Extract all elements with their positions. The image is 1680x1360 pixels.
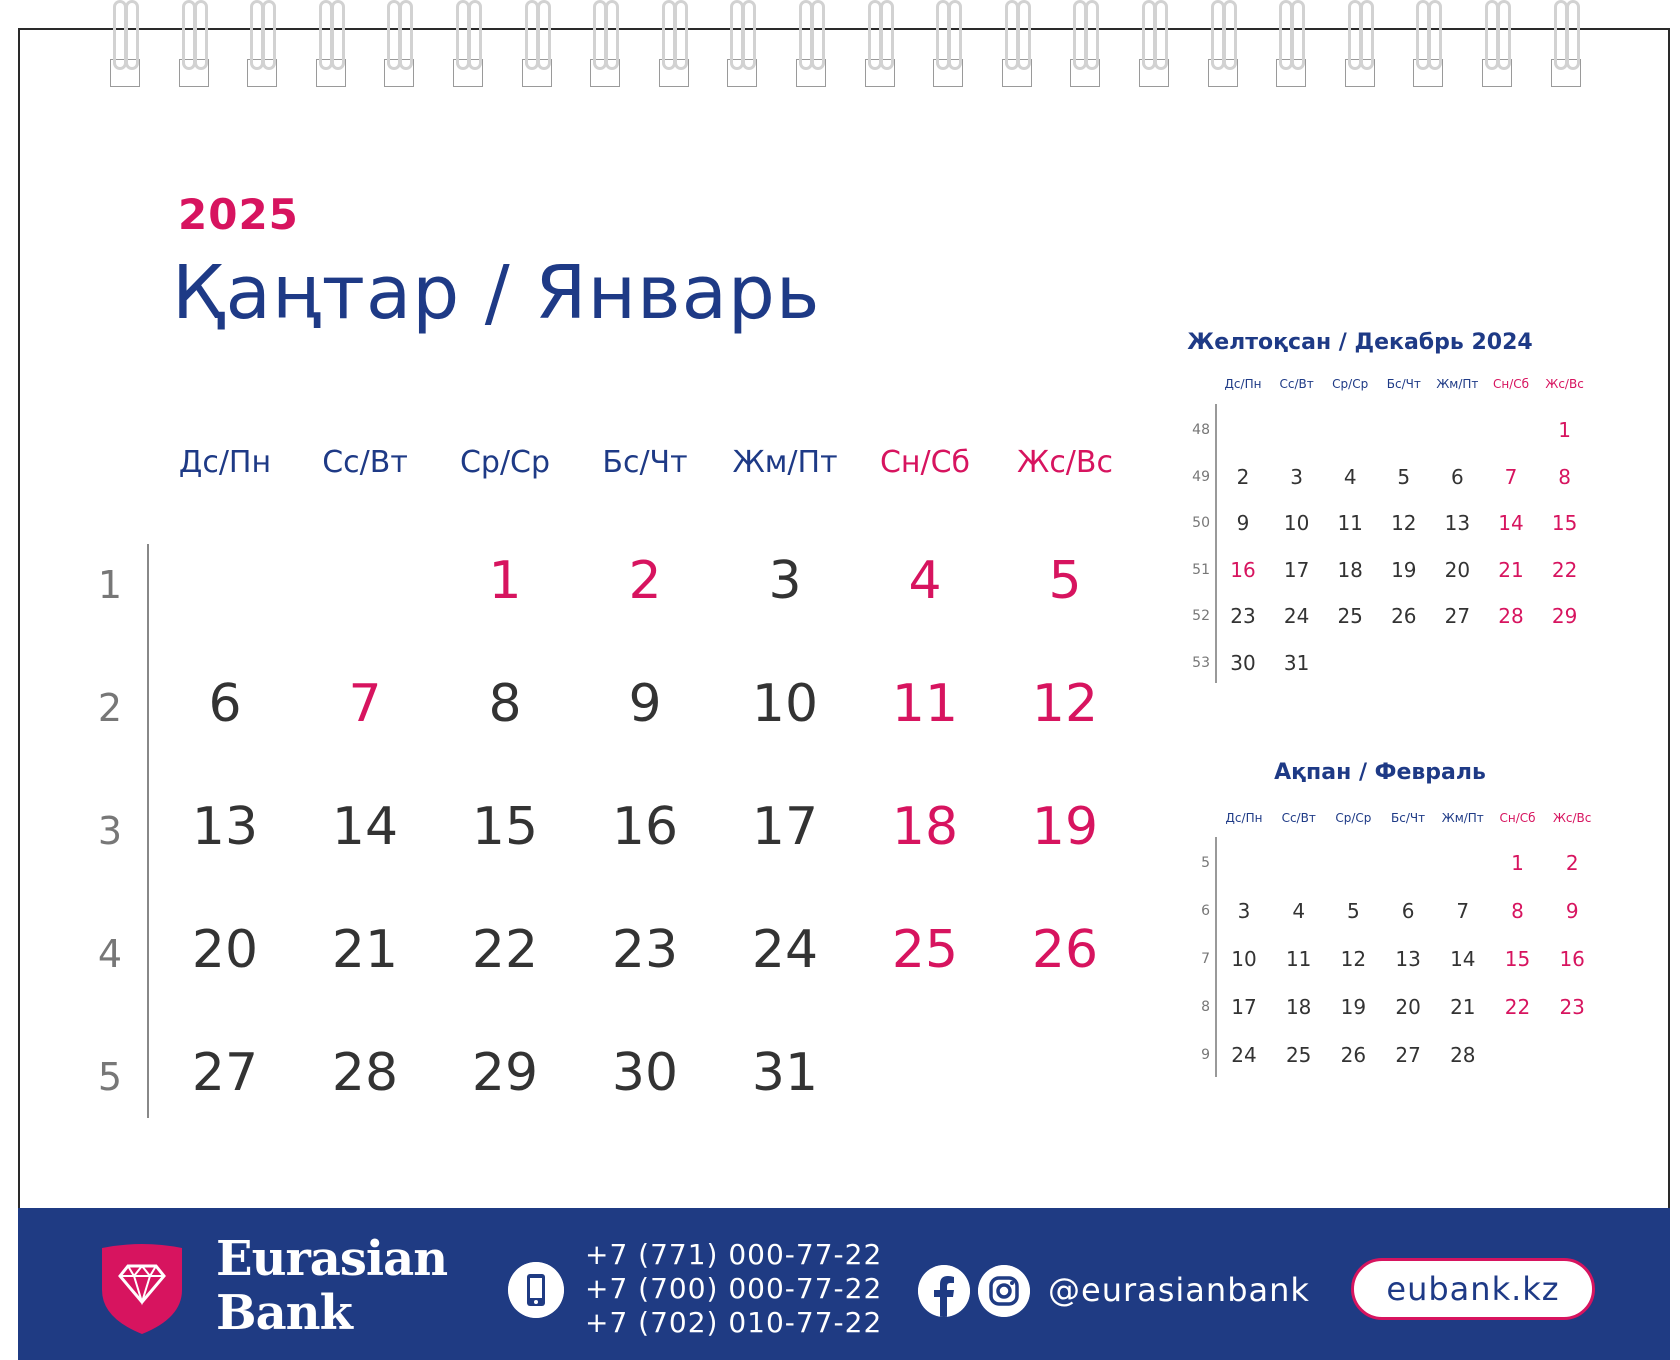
phone-numbers bbox=[585, 1238, 882, 1340]
mini-day-cell: 3 bbox=[1290, 464, 1303, 489]
day-cell: 27 bbox=[191, 1043, 259, 1103]
week-number: 4 bbox=[97, 932, 123, 976]
mini-weekday-header: Ср/Ср bbox=[1332, 377, 1369, 391]
day-cell: 4 bbox=[908, 551, 942, 611]
binding-ring bbox=[725, 0, 761, 92]
mini-day-cell: 31 bbox=[1283, 650, 1310, 675]
week-number: 5 bbox=[97, 1055, 123, 1099]
binding-wire bbox=[1566, 0, 1580, 70]
binding-wire bbox=[674, 0, 688, 70]
facebook-icon[interactable] bbox=[918, 1265, 970, 1317]
mini-week-number: 49 bbox=[1192, 468, 1210, 485]
day-cell: 10 bbox=[751, 674, 819, 734]
mini-week-number: 5 bbox=[1201, 855, 1210, 871]
mini-week-divider bbox=[1215, 404, 1217, 683]
binding-wire bbox=[1154, 0, 1168, 70]
mini-day-cell: 5 bbox=[1397, 464, 1411, 489]
binding-ring bbox=[1206, 0, 1242, 92]
mini-day-cell: 22 bbox=[1551, 557, 1578, 582]
phone-icon bbox=[508, 1262, 564, 1318]
day-cell: 18 bbox=[891, 797, 959, 857]
mini-day-cell: 26 bbox=[1340, 1043, 1367, 1067]
binding-wire bbox=[194, 0, 208, 70]
day-cell: 25 bbox=[891, 920, 959, 980]
social-handle[interactable]: @eurasianbank bbox=[1048, 1271, 1310, 1309]
mini-title-february: Ақпан / Февраль bbox=[1274, 760, 1486, 785]
binding-wire bbox=[605, 0, 619, 70]
mini-day-cell: 16 bbox=[1230, 557, 1256, 582]
binding-wire bbox=[331, 0, 345, 70]
mini-day-cell: 18 bbox=[1285, 995, 1312, 1019]
day-cell: 1 bbox=[488, 551, 522, 611]
mini-day-cell: 15 bbox=[1551, 511, 1578, 535]
mini-week-number: 51 bbox=[1192, 561, 1210, 578]
binding-wire bbox=[742, 0, 756, 70]
mini-day-cell: 25 bbox=[1285, 1043, 1312, 1067]
weekday-header: Жм/Пт bbox=[732, 445, 838, 480]
weekday-header: Дс/Пн bbox=[178, 445, 272, 480]
binding-ring bbox=[177, 0, 213, 92]
week-divider-line bbox=[147, 544, 149, 1118]
brand-name bbox=[216, 1232, 447, 1340]
mini-day-cell: 19 bbox=[1391, 557, 1417, 582]
mini-week-number: 52 bbox=[1192, 608, 1210, 624]
mini-weekday-header: Сс/Вт bbox=[1281, 811, 1316, 825]
mini-day-cell: 17 bbox=[1231, 995, 1257, 1019]
binding-ring bbox=[1137, 0, 1173, 92]
binding-wire bbox=[1428, 0, 1442, 70]
mini-weekday-header: Жс/Вс bbox=[1545, 377, 1584, 391]
mini-day-cell: 4 bbox=[1343, 464, 1357, 489]
mini-day-cell: 23 bbox=[1230, 604, 1256, 628]
month-title: Қаңтар / Январь bbox=[172, 250, 821, 336]
day-cell: 17 bbox=[751, 797, 819, 857]
binding-wire bbox=[1223, 0, 1237, 70]
diamond-shield-icon bbox=[94, 1240, 190, 1336]
binding-ring bbox=[382, 0, 418, 92]
weekday-header: Жс/Вс bbox=[1017, 445, 1113, 480]
binding-wire bbox=[262, 0, 276, 70]
mini-day-cell: 6 bbox=[1451, 464, 1464, 489]
brand-line-1: Eurasian bbox=[216, 1231, 448, 1287]
mini-day-cell: 11 bbox=[1285, 947, 1312, 971]
mini-day-cell: 24 bbox=[1231, 1043, 1257, 1067]
mini-day-cell: 21 bbox=[1450, 995, 1476, 1019]
mini-day-cell: 28 bbox=[1450, 1043, 1476, 1067]
instagram-icon[interactable] bbox=[978, 1265, 1030, 1317]
mini-day-cell: 10 bbox=[1231, 947, 1257, 971]
mini-day-cell: 1 bbox=[1558, 418, 1571, 442]
mini-weekday-header: Дс/Пн bbox=[1224, 377, 1262, 391]
day-cell: 8 bbox=[488, 674, 522, 734]
weekday-header: Бс/Чт bbox=[602, 445, 688, 480]
day-cell: 26 bbox=[1031, 920, 1099, 980]
day-cell: 19 bbox=[1031, 797, 1099, 857]
mini-day-cell: 27 bbox=[1444, 604, 1471, 628]
mini-weekday-header: Сс/Вт bbox=[1279, 377, 1314, 391]
day-cell: 7 bbox=[348, 674, 382, 734]
binding-wire bbox=[811, 0, 825, 70]
weekday-header: Ср/Ср bbox=[459, 445, 551, 480]
mini-day-cell: 4 bbox=[1292, 899, 1306, 923]
mini-day-cell: 12 bbox=[1340, 947, 1367, 971]
mini-day-cell: 3 bbox=[1237, 899, 1251, 923]
binding-ring bbox=[1411, 0, 1447, 92]
mini-day-cell: 13 bbox=[1395, 947, 1421, 971]
binding-wire bbox=[1497, 0, 1511, 70]
day-cell: 9 bbox=[628, 674, 662, 734]
website-button[interactable]: eubank.kz bbox=[1351, 1258, 1595, 1320]
brand-line-2: Bank bbox=[216, 1285, 352, 1341]
day-cell: 11 bbox=[891, 674, 959, 734]
mini-day-cell: 7 bbox=[1504, 464, 1518, 489]
mini-weekday-header: Ср/Ср bbox=[1335, 811, 1372, 825]
binding-ring bbox=[108, 0, 144, 92]
week-number: 3 bbox=[97, 809, 123, 853]
mini-day-cell: 20 bbox=[1444, 557, 1471, 582]
binding-wire bbox=[948, 0, 962, 70]
mini-weekday-header: Жм/Пт bbox=[1441, 811, 1484, 825]
mini-weekday-header: Бс/Чт bbox=[1391, 811, 1426, 825]
binding-ring bbox=[1068, 0, 1104, 92]
mini-day-cell: 2 bbox=[1565, 851, 1579, 875]
mini-week-number: 8 bbox=[1201, 999, 1210, 1015]
weekday-header: Сс/Вт bbox=[322, 445, 408, 480]
year-label: 2025 bbox=[178, 190, 299, 239]
mini-week-number: 6 bbox=[1201, 903, 1210, 919]
mini-day-cell: 9 bbox=[1236, 511, 1250, 535]
day-cell: 22 bbox=[471, 920, 539, 980]
mini-day-cell: 1 bbox=[1511, 851, 1524, 875]
binding-wire bbox=[1291, 0, 1305, 70]
mini-day-cell: 18 bbox=[1337, 557, 1363, 582]
week-number: 2 bbox=[97, 686, 123, 730]
binding-wire bbox=[880, 0, 894, 70]
binding-ring bbox=[520, 0, 556, 92]
day-cell: 13 bbox=[191, 797, 259, 857]
mini-day-cell: 8 bbox=[1511, 899, 1524, 923]
binding-ring bbox=[451, 0, 487, 92]
binding-ring bbox=[863, 0, 899, 92]
binding-wire bbox=[1360, 0, 1374, 70]
day-cell: 23 bbox=[611, 920, 679, 980]
mini-day-cell: 21 bbox=[1498, 557, 1524, 582]
mini-day-cell: 24 bbox=[1283, 604, 1310, 628]
mini-day-cell: 12 bbox=[1391, 511, 1417, 535]
mini-day-cell: 11 bbox=[1337, 511, 1363, 535]
mini-weekday-header: Сн/Сб bbox=[1492, 377, 1530, 391]
binding-wire bbox=[399, 0, 413, 70]
mini-week-number: 53 bbox=[1192, 654, 1210, 671]
mini-weekday-header: Жм/Пт bbox=[1436, 377, 1479, 391]
binding-wire bbox=[125, 0, 139, 70]
mini-week-number: 9 bbox=[1201, 1047, 1210, 1063]
mini-day-cell: 2 bbox=[1236, 464, 1250, 489]
mini-day-cell: 16 bbox=[1559, 947, 1585, 971]
footer-bar bbox=[18, 1208, 1670, 1360]
mini-weekday-header: Бс/Чт bbox=[1386, 377, 1421, 391]
mini-day-cell: 5 bbox=[1347, 899, 1360, 923]
mini-day-cell: 23 bbox=[1559, 995, 1585, 1019]
spiral-binding bbox=[0, 0, 1680, 95]
binding-ring bbox=[1000, 0, 1036, 92]
day-cell: 5 bbox=[1048, 551, 1082, 611]
mini-day-cell: 25 bbox=[1337, 604, 1363, 628]
binding-ring bbox=[657, 0, 693, 92]
mini-day-cell: 27 bbox=[1395, 1043, 1421, 1067]
day-cell: 15 bbox=[471, 797, 539, 857]
binding-ring bbox=[314, 0, 350, 92]
mini-day-cell: 6 bbox=[1401, 899, 1415, 923]
mini-day-cell: 7 bbox=[1456, 899, 1470, 923]
binding-ring bbox=[1549, 0, 1585, 92]
mini-day-cell: 30 bbox=[1230, 650, 1256, 675]
day-cell: 16 bbox=[611, 797, 679, 857]
mini-day-cell: 17 bbox=[1283, 557, 1310, 582]
mini-day-cell: 26 bbox=[1391, 604, 1417, 628]
mini-week-number: 7 bbox=[1201, 951, 1210, 967]
mini-day-cell: 22 bbox=[1504, 995, 1531, 1019]
week-number: 1 bbox=[97, 563, 123, 607]
binding-ring bbox=[1274, 0, 1310, 92]
day-cell: 28 bbox=[331, 1043, 399, 1103]
mini-day-cell: 10 bbox=[1283, 511, 1310, 535]
day-cell: 14 bbox=[331, 797, 399, 857]
mini-day-cell: 9 bbox=[1565, 899, 1579, 923]
day-cell: 24 bbox=[751, 920, 819, 980]
day-cell: 3 bbox=[768, 551, 802, 611]
binding-ring bbox=[588, 0, 624, 92]
mini-day-cell: 20 bbox=[1395, 995, 1421, 1019]
phone-number-3[interactable]: +7 (702) 010-77-22 bbox=[585, 1306, 883, 1339]
mini-title-december: Желтоқсан / Декабрь 2024 bbox=[1187, 330, 1533, 355]
phone-number-2[interactable]: +7 (700) 000-77-22 bbox=[585, 1272, 883, 1305]
day-cell: 21 bbox=[331, 920, 399, 980]
day-cell: 12 bbox=[1031, 674, 1099, 734]
binding-wire bbox=[468, 0, 482, 70]
mini-week-number: 48 bbox=[1192, 422, 1210, 438]
day-cell: 31 bbox=[751, 1043, 819, 1103]
binding-wire bbox=[537, 0, 551, 70]
day-cell: 2 bbox=[628, 551, 662, 611]
binding-ring bbox=[245, 0, 281, 92]
binding-ring bbox=[794, 0, 830, 92]
day-cell: 6 bbox=[208, 674, 242, 734]
mini-day-cell: 29 bbox=[1551, 604, 1578, 628]
mini-day-cell: 19 bbox=[1340, 995, 1367, 1019]
day-cell: 29 bbox=[471, 1043, 539, 1103]
mini-day-cell: 14 bbox=[1450, 947, 1476, 971]
binding-ring bbox=[1480, 0, 1516, 92]
mini-week-number: 50 bbox=[1192, 515, 1210, 531]
mini-weekday-header: Дс/Пн bbox=[1225, 811, 1263, 825]
mini-day-cell: 28 bbox=[1498, 604, 1524, 628]
mini-day-cell: 15 bbox=[1504, 947, 1531, 971]
mini-day-cell: 8 bbox=[1558, 464, 1571, 489]
mini-weekday-header: Сн/Сб bbox=[1499, 811, 1536, 825]
mini-weekday-header: Жс/Вс bbox=[1552, 811, 1592, 825]
day-cell: 20 bbox=[191, 920, 259, 980]
mini-day-cell: 13 bbox=[1444, 511, 1471, 535]
weekday-header: Сн/Сб bbox=[879, 445, 971, 480]
mini-day-cell: 14 bbox=[1498, 511, 1524, 535]
day-cell: 30 bbox=[611, 1043, 679, 1103]
binding-wire bbox=[1085, 0, 1099, 70]
binding-ring bbox=[931, 0, 967, 92]
binding-ring bbox=[1343, 0, 1379, 92]
phone-number-1[interactable]: +7 (771) 000-77-22 bbox=[585, 1238, 883, 1271]
binding-wire bbox=[1017, 0, 1031, 70]
